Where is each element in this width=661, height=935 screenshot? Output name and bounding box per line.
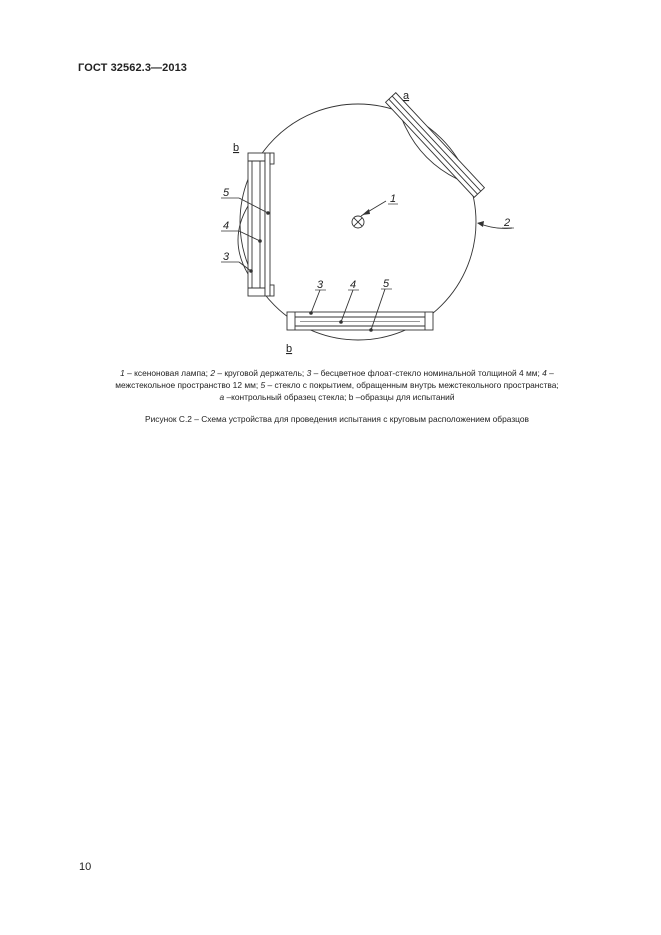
- label-5-left: 5: [223, 187, 230, 199]
- legend-num-1: 1: [120, 368, 125, 378]
- legend-text-4: –: [546, 368, 554, 378]
- control-sample-a: [380, 93, 484, 203]
- legend-text-4b: межстекольное пространство 12 мм;: [115, 380, 261, 390]
- legend-letter-a: a: [219, 392, 225, 402]
- legend-num-4: 4: [542, 368, 547, 378]
- page-number: 10: [79, 861, 92, 873]
- document-header: ГОСТ 32562.3—2013: [78, 62, 188, 74]
- legend-text-2: – круговой держатель;: [215, 368, 307, 378]
- circular-holder-diagram: [0, 0, 661, 360]
- legend-line-3: [60, 391, 614, 403]
- test-sample-bottom: [287, 312, 433, 330]
- label-4-left: 4: [223, 220, 230, 232]
- legend-text-a: –контрольный образец стекла; b –образцы для испытаний: [224, 392, 455, 402]
- label-3-bottom: 3: [317, 279, 324, 291]
- xenon-lamp-icon: [352, 216, 364, 228]
- legend-line-1: [60, 367, 614, 379]
- test-sample-left: [238, 153, 274, 296]
- label-b-left: b: [233, 142, 240, 154]
- label-a: a: [403, 90, 410, 102]
- legend-text-1: – ксеноновая лампа;: [124, 368, 211, 378]
- legend-line-2: [60, 379, 614, 391]
- legend-text-5: – стекло с покрытием, обращенным внутрь межстекольного пространства;: [265, 380, 559, 390]
- legend-num-3: 3: [306, 368, 312, 378]
- label-3-left: 3: [223, 251, 230, 263]
- legend-num-5: 5: [260, 380, 266, 390]
- legend-text-3: – бесцветное флоат-стекло номинальной толщиной 4 мм;: [311, 368, 543, 378]
- figure-legend: [60, 367, 614, 403]
- legend-num-2: 2: [210, 368, 216, 378]
- label-b-bottom: b: [286, 343, 293, 355]
- figure-caption: Рисунок С.2 – Схема устройства для проведения испытания с круговым расположением образцов: [145, 414, 529, 424]
- label-2: 2: [504, 217, 511, 229]
- label-1: 1: [390, 193, 397, 205]
- label-4-bottom: 4: [350, 279, 357, 291]
- label-5-bottom: 5: [383, 278, 390, 290]
